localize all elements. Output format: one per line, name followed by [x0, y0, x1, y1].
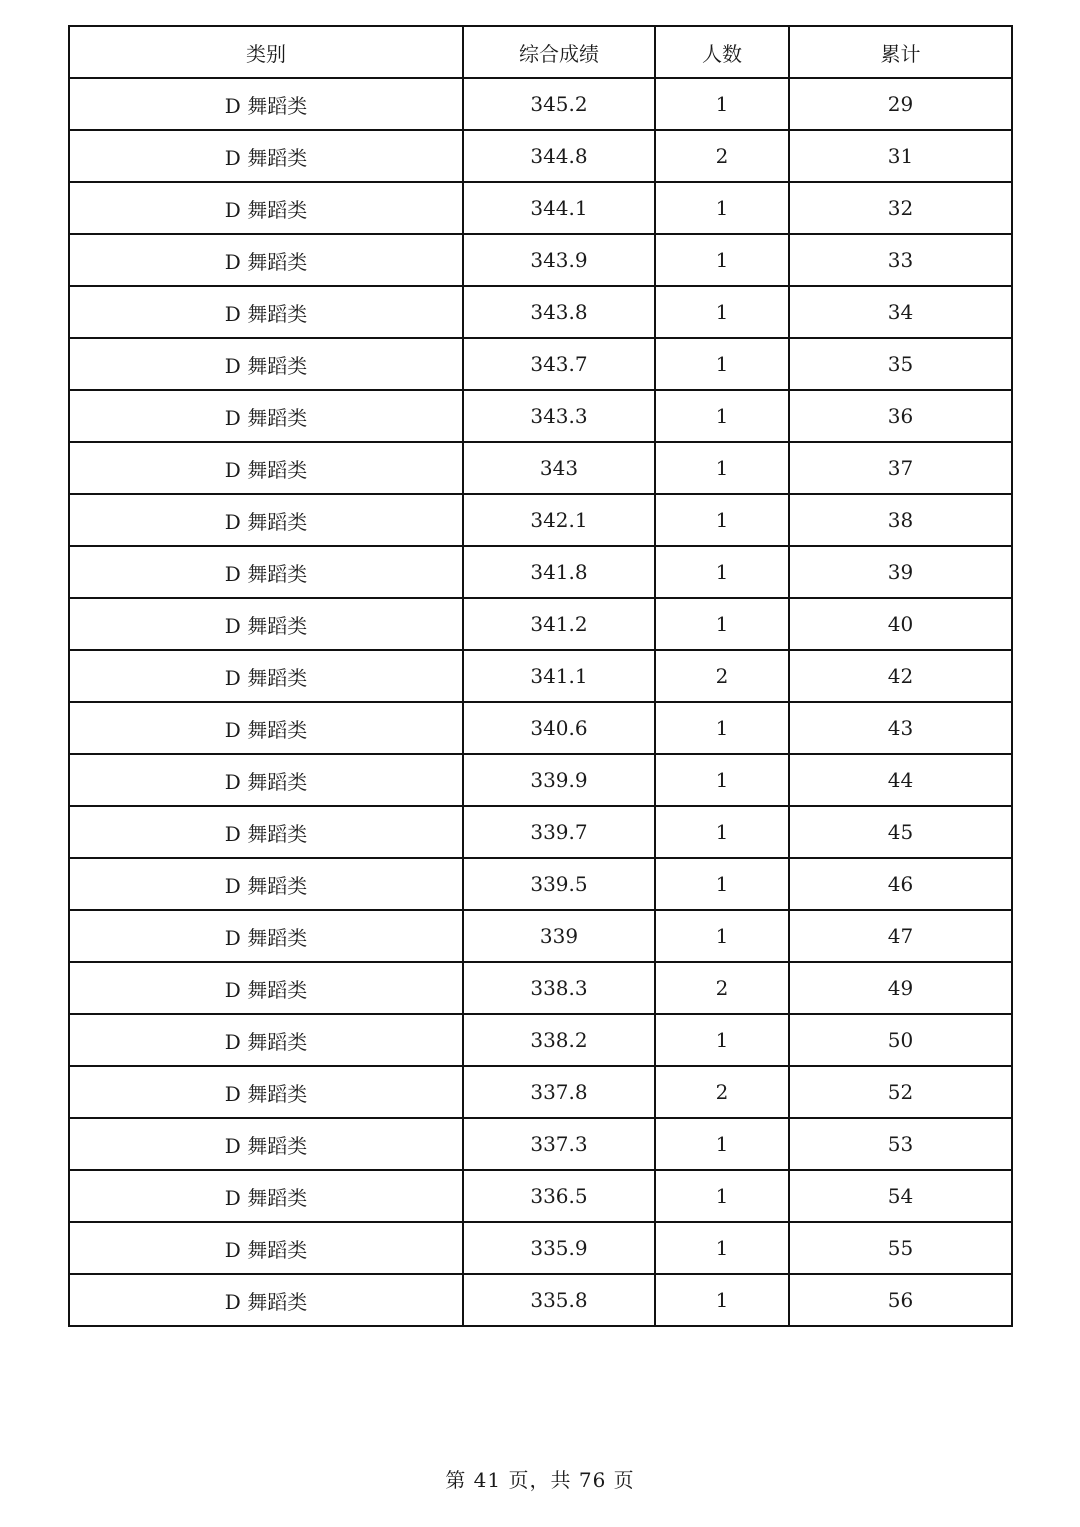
table-row: [69, 130, 1012, 182]
cell-cumulative: 36: [789, 390, 1012, 442]
table-row: [69, 962, 1012, 1014]
table-row: [69, 546, 1012, 598]
header-row: [69, 26, 1012, 78]
cell-cumulative: 52: [789, 1066, 1012, 1118]
cell-count: 1: [655, 1170, 789, 1222]
table-row: [69, 1118, 1012, 1170]
cell-category: D 舞蹈类: [69, 1170, 463, 1222]
cell-cumulative: 53: [789, 1118, 1012, 1170]
table-row: [69, 1170, 1012, 1222]
table-row: [69, 858, 1012, 910]
cell-count: 1: [655, 338, 789, 390]
cell-category: D 舞蹈类: [69, 806, 463, 858]
cell-score: 337.8: [463, 1066, 655, 1118]
cell-score: 341.1: [463, 650, 655, 702]
table-row: [69, 1014, 1012, 1066]
cell-cumulative: 43: [789, 702, 1012, 754]
cell-score: 344.8: [463, 130, 655, 182]
cell-count: 2: [655, 1066, 789, 1118]
cell-count: 1: [655, 1014, 789, 1066]
cell-score: 343.8: [463, 286, 655, 338]
cell-score: 343: [463, 442, 655, 494]
cell-score: 335.8: [463, 1274, 655, 1326]
cell-score: 335.9: [463, 1222, 655, 1274]
cell-cumulative: 54: [789, 1170, 1012, 1222]
cell-count: 1: [655, 390, 789, 442]
cell-score: 339: [463, 910, 655, 962]
table-row: [69, 494, 1012, 546]
table-header: [69, 26, 1012, 78]
cell-category: D 舞蹈类: [69, 546, 463, 598]
table-row: [69, 338, 1012, 390]
cell-category: D 舞蹈类: [69, 1274, 463, 1326]
cell-count: 1: [655, 1118, 789, 1170]
cell-cumulative: 39: [789, 546, 1012, 598]
cell-score: 343.3: [463, 390, 655, 442]
cell-cumulative: 46: [789, 858, 1012, 910]
cell-cumulative: 56: [789, 1274, 1012, 1326]
table-row: [69, 234, 1012, 286]
cell-score: 341.8: [463, 546, 655, 598]
cell-count: 1: [655, 182, 789, 234]
cell-count: 1: [655, 494, 789, 546]
cell-count: 1: [655, 858, 789, 910]
cell-category: D 舞蹈类: [69, 338, 463, 390]
cell-count: 1: [655, 754, 789, 806]
table-row: [69, 702, 1012, 754]
table-row: [69, 1274, 1012, 1326]
cell-cumulative: 42: [789, 650, 1012, 702]
table-row: [69, 1222, 1012, 1274]
cell-cumulative: 47: [789, 910, 1012, 962]
cell-category: D 舞蹈类: [69, 234, 463, 286]
table-row: [69, 390, 1012, 442]
cell-category: D 舞蹈类: [69, 702, 463, 754]
cell-category: D 舞蹈类: [69, 858, 463, 910]
table-row: [69, 754, 1012, 806]
cell-count: 1: [655, 442, 789, 494]
cell-score: 339.7: [463, 806, 655, 858]
cell-count: 1: [655, 598, 789, 650]
cell-category: D 舞蹈类: [69, 910, 463, 962]
cell-category: D 舞蹈类: [69, 754, 463, 806]
cell-category: D 舞蹈类: [69, 390, 463, 442]
table-row: [69, 1066, 1012, 1118]
header-category: 类别: [69, 26, 463, 78]
table-row: [69, 182, 1012, 234]
cell-score: 342.1: [463, 494, 655, 546]
cell-cumulative: 44: [789, 754, 1012, 806]
cell-score: 344.1: [463, 182, 655, 234]
cell-score: 343.7: [463, 338, 655, 390]
page-number: 第 41 页，共 76 页: [445, 1468, 635, 1492]
cell-cumulative: 55: [789, 1222, 1012, 1274]
cell-cumulative: 45: [789, 806, 1012, 858]
cell-score: 341.2: [463, 598, 655, 650]
cell-cumulative: 34: [789, 286, 1012, 338]
cell-category: D 舞蹈类: [69, 286, 463, 338]
table-row: [69, 806, 1012, 858]
cell-category: D 舞蹈类: [69, 1014, 463, 1066]
cell-cumulative: 33: [789, 234, 1012, 286]
cell-cumulative: 37: [789, 442, 1012, 494]
cell-cumulative: 50: [789, 1014, 1012, 1066]
table-row: [69, 650, 1012, 702]
cell-category: D 舞蹈类: [69, 1222, 463, 1274]
table-row: [69, 598, 1012, 650]
cell-score: 338.2: [463, 1014, 655, 1066]
cell-count: 2: [655, 130, 789, 182]
cell-count: 1: [655, 806, 789, 858]
table-row: [69, 78, 1012, 130]
cell-category: D 舞蹈类: [69, 78, 463, 130]
table-row: [69, 442, 1012, 494]
cell-score: 336.5: [463, 1170, 655, 1222]
cell-count: 1: [655, 910, 789, 962]
cell-category: D 舞蹈类: [69, 1066, 463, 1118]
cell-count: 1: [655, 286, 789, 338]
cell-category: D 舞蹈类: [69, 962, 463, 1014]
cell-count: 2: [655, 650, 789, 702]
score-table: [68, 25, 1013, 1327]
cell-count: 1: [655, 78, 789, 130]
cell-category: D 舞蹈类: [69, 1118, 463, 1170]
cell-score: 340.6: [463, 702, 655, 754]
cell-category: D 舞蹈类: [69, 130, 463, 182]
cell-count: 1: [655, 546, 789, 598]
cell-cumulative: 29: [789, 78, 1012, 130]
table-body: [69, 78, 1012, 1326]
cell-count: 1: [655, 702, 789, 754]
cell-cumulative: 49: [789, 962, 1012, 1014]
cell-score: 339.9: [463, 754, 655, 806]
cell-count: 1: [655, 1274, 789, 1326]
cell-score: 339.5: [463, 858, 655, 910]
cell-count: 1: [655, 1222, 789, 1274]
table-row: [69, 910, 1012, 962]
header-score: 综合成绩: [463, 26, 655, 78]
cell-category: D 舞蹈类: [69, 650, 463, 702]
cell-cumulative: 35: [789, 338, 1012, 390]
cell-score: 338.3: [463, 962, 655, 1014]
cell-cumulative: 40: [789, 598, 1012, 650]
header-cumulative: 累计: [789, 26, 1012, 78]
cell-count: 1: [655, 234, 789, 286]
cell-category: D 舞蹈类: [69, 442, 463, 494]
cell-score: 345.2: [463, 78, 655, 130]
cell-count: 2: [655, 962, 789, 1014]
cell-cumulative: 38: [789, 494, 1012, 546]
cell-score: 343.9: [463, 234, 655, 286]
cell-category: D 舞蹈类: [69, 598, 463, 650]
cell-cumulative: 31: [789, 130, 1012, 182]
table-row: [69, 286, 1012, 338]
header-count: 人数: [655, 26, 789, 78]
cell-score: 337.3: [463, 1118, 655, 1170]
cell-cumulative: 32: [789, 182, 1012, 234]
cell-category: D 舞蹈类: [69, 494, 463, 546]
cell-category: D 舞蹈类: [69, 182, 463, 234]
